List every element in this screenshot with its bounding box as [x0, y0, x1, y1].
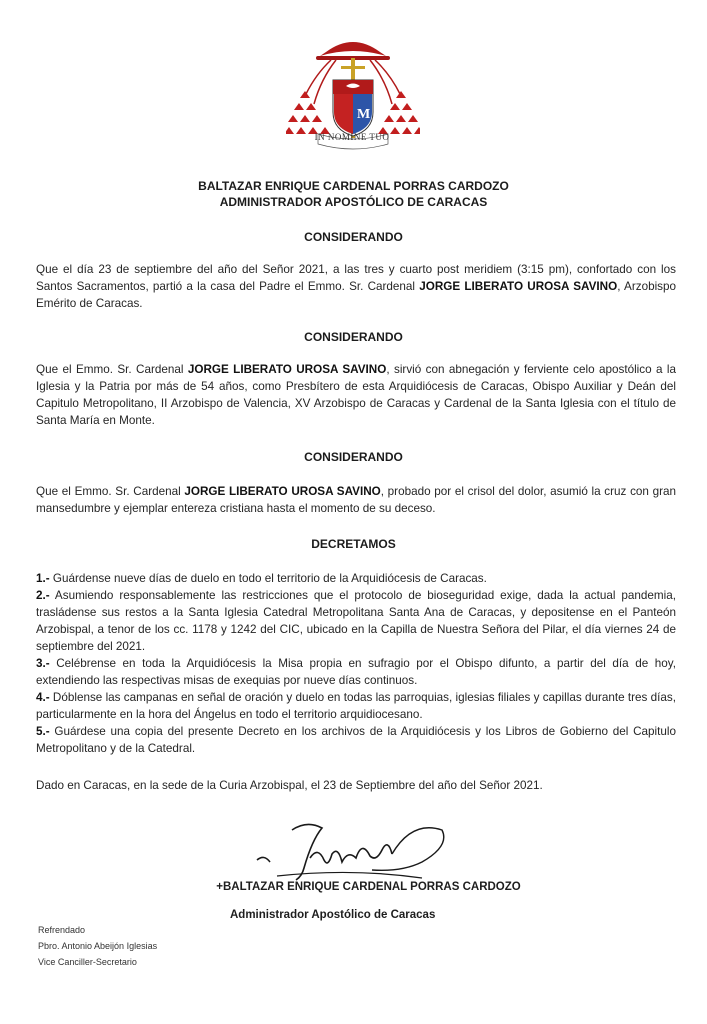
crest-motto: IN NOMINE TUO — [314, 132, 390, 142]
countersign-block — [38, 922, 157, 970]
considerando-paragraph-2: Que el Emmo. Sr. Cardenal JORGE LIBERATO UROSA SAVINO, sirvió con abnegación y ferviente celo apostólico a la Iglesia y la Patria por más de 54 años, como Presbítero de esta Arquidiócesis de Caracas, Obispo Auxiliar y Deán del Capitulo Metropolitano, II Arzobispo de Valencia, XV Arzobispo de Caracas y Cardenal de la Santa Iglesia con el título de Santa María en Monte. — [36, 363, 676, 427]
signatory-role: Administrador Apostólico de Caracas — [230, 909, 436, 921]
decree-item: 1.- Guárdense nueve días de duelo en todo el territorio de la Arquidiócesis de Caracas. — [36, 572, 487, 585]
issuer-title: ADMINISTRADOR APOSTÓLICO DE CARACAS — [219, 195, 488, 209]
decree-item: 4.- Dóblense las campanas en señal de oración y duelo en todas las parroquias, iglesias filiales y capillas durante tres días, particularmente en la hora del Ángelus en todo el territorio arquidiocesano. — [36, 691, 676, 721]
cardinal-name: JORGE LIBERATO UROSA SAVINO — [419, 280, 618, 293]
handwritten-signature-icon — [252, 810, 452, 890]
closing-statement: Dado en Caracas, en la sede de la Curia Arzobispal, el 23 de Septiembre del año del Señor 2021. — [36, 779, 543, 792]
countersign-label: Refrendado — [38, 925, 86, 935]
considerando-paragraph-3: Que el Emmo. Sr. Cardenal JORGE LIBERATO UROSA SAVINO, probado por el crisol del dolor, asumió la cruz con gran mansedumbre y ejemplar entereza cristiana hasta el momento de su deceso. — [36, 485, 676, 515]
considerando-heading-3: CONSIDERANDO — [304, 450, 403, 464]
decree-item: 2.- Asumiendo responsablemente las restricciones que el protocolo de bioseguridad exige, dada la actual pandemia, trasládense sus restos a la Santa Iglesia Catedral Metropolitana Santa Ana de Caracas, y depositense en el Panteón Arzobispal, a tenor de los cc. 1178 y 1242 del CIC, ubicado en la Capilla de Nuestra Señora del Pilar, el día viernes 24 de septiembre del 2021. — [36, 589, 676, 653]
countersign-name: Pbro. Antonio Abeijón Iglesias — [38, 941, 158, 951]
considerando-heading-2: CONSIDERANDO — [304, 330, 403, 344]
decree-items — [36, 570, 676, 757]
svg-text:M: M — [357, 107, 371, 122]
decretamos-heading: DECRETAMOS — [311, 537, 396, 551]
decree-item: 5.- Guárdese una copia del presente Decreto en los archivos de la Arquidiócesis y los Libros de Gobierno del Capitulo Metropolitano y de la Catedral. — [36, 725, 676, 755]
signatory-name: +BALTAZAR ENRIQUE CARDENAL PORRAS CARDOZO — [216, 881, 521, 893]
cardinal-name: JORGE LIBERATO UROSA SAVINO — [187, 363, 387, 376]
cardinal-name: JORGE LIBERATO UROSA SAVINO — [184, 485, 381, 498]
decree-item: 3.- Celébrense en toda la Arquidiócesis la Misa propia en sufragio por el Obispo difunto, a partir del día de hoy, extendiendo las respectivas misas de exequias por nueve días continuos. — [36, 657, 676, 687]
considerando-heading-1: CONSIDERANDO — [304, 230, 403, 244]
considerando-paragraph-1: Que el día 23 de septiembre del año del Señor 2021, a las tres y cuarto post meridiem (3:15 pm), confortado con los Santos Sacramentos, partió a la casa del Padre el Emmo. Sr. Cardenal JORGE LIBERATO UROSA SAVINO, Arzobispo Emérito de Caracas. — [36, 263, 677, 310]
issuer-name: BALTAZAR ENRIQUE CARDENAL PORRAS CARDOZO — [198, 179, 509, 193]
countersign-title: Vice Canciller-Secretario — [38, 957, 137, 967]
